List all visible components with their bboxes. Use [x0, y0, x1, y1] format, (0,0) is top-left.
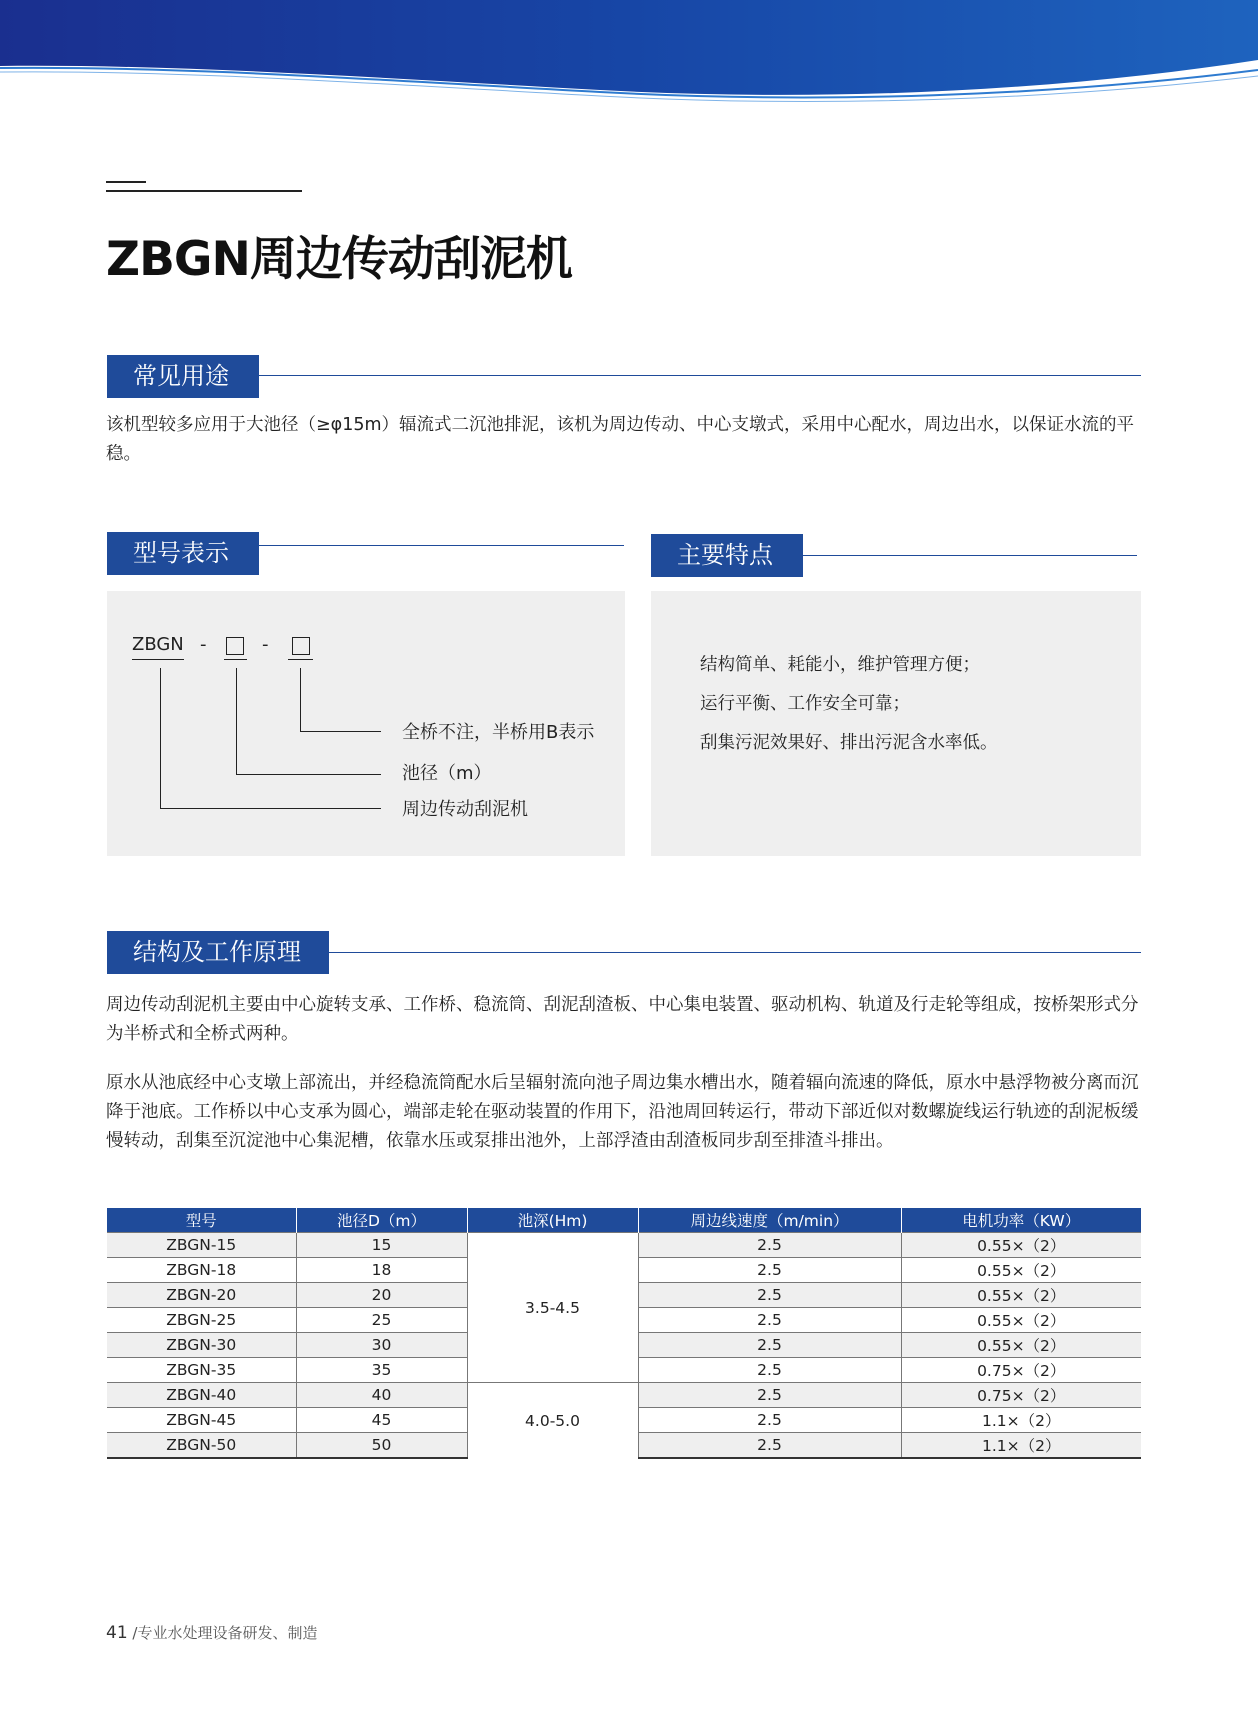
diameter-box-underline [224, 659, 247, 660]
usage-heading: 常见用途 [107, 355, 259, 398]
cell-diameter: 35 [296, 1358, 467, 1383]
cell-depth-group: 3.5-4.5 [467, 1233, 638, 1383]
cell-model: ZBGN-18 [107, 1258, 296, 1283]
cell-power: 0.75×（2） [901, 1358, 1141, 1383]
cell-power: 0.55×（2） [901, 1283, 1141, 1308]
cell-model: ZBGN-40 [107, 1383, 296, 1408]
model-heading: 型号表示 [107, 532, 259, 575]
cell-power: 0.55×（2） [901, 1308, 1141, 1333]
cell-speed: 2.5 [638, 1433, 901, 1459]
header-power: 电机功率（KW） [901, 1208, 1141, 1233]
usage-text: 该机型较多应用于大池径（≥φ15m）辐流式二沉池排泥，该机为周边传动、中心支墩式，采用中心配水，周边出水，以保证水流的平稳。 [106, 415, 1135, 464]
cell-depth-group: 4.0-5.0 [467, 1383, 638, 1459]
prefix-leader-vertical [160, 668, 161, 809]
model-prefix: ZBGN [132, 634, 184, 655]
cell-diameter: 40 [296, 1383, 467, 1408]
legend-machine: 周边传动刮泥机 [402, 799, 528, 820]
footer-text: /专业水处理设备研发、制造 [132, 1624, 318, 1642]
cell-diameter: 45 [296, 1408, 467, 1433]
cell-speed: 2.5 [638, 1283, 901, 1308]
diameter-box-icon [226, 637, 244, 655]
features-heading-line [803, 555, 1137, 556]
header-model: 型号 [107, 1208, 296, 1233]
cell-model: ZBGN-25 [107, 1308, 296, 1333]
cell-model: ZBGN-45 [107, 1408, 296, 1433]
cell-speed: 2.5 [638, 1408, 901, 1433]
table-row [107, 1383, 1141, 1408]
header-wave-banner [0, 0, 1258, 110]
bridge-box-underline [288, 659, 313, 660]
model-heading-line [259, 545, 624, 546]
bridge-box-icon [292, 637, 310, 655]
cell-power: 1.1×（2） [901, 1433, 1141, 1459]
prefix-leader-horizontal [160, 808, 381, 809]
model-dash-1: - [200, 634, 207, 655]
page-number: 41 [106, 1623, 128, 1643]
cell-power: 1.1×（2） [901, 1408, 1141, 1433]
title-rule-accent [106, 181, 146, 183]
cell-diameter: 20 [296, 1283, 467, 1308]
cell-power: 0.55×（2） [901, 1233, 1141, 1258]
cell-model: ZBGN-30 [107, 1333, 296, 1358]
header-diameter: 池径D（m） [296, 1208, 467, 1233]
bridge-leader-horizontal [300, 731, 381, 732]
cell-speed: 2.5 [638, 1258, 901, 1283]
cell-diameter: 50 [296, 1433, 467, 1459]
cell-diameter: 30 [296, 1333, 467, 1358]
cell-diameter: 25 [296, 1308, 467, 1333]
cell-speed: 2.5 [638, 1333, 901, 1358]
page-footer [106, 1622, 317, 1643]
principle-heading: 结构及工作原理 [107, 931, 329, 974]
cell-power: 0.75×（2） [901, 1383, 1141, 1408]
header-speed: 周边线速度（m/min） [638, 1208, 901, 1233]
bridge-leader-vertical [300, 668, 301, 732]
model-dash-2: - [262, 634, 269, 655]
cell-speed: 2.5 [638, 1308, 901, 1333]
features-panel [651, 591, 1141, 856]
cell-model: ZBGN-35 [107, 1358, 296, 1383]
header-depth: 池深(Hm) [467, 1208, 638, 1233]
principle-paragraph-1: 周边传动刮泥机主要由中心旋转支承、工作桥、稳流筒、刮泥刮渣板、中心集电装置、驱动机构、轨道及行走轮等组成，按桥架形式分为半桥式和全桥式两种。 [106, 995, 1139, 1044]
title-rule-thin [106, 190, 302, 192]
diameter-leader-horizontal [236, 774, 381, 775]
legend-bridge: 全桥不注，半桥用B表示 [402, 722, 595, 743]
model-prefix-underline [132, 659, 184, 660]
cell-power: 0.55×（2） [901, 1258, 1141, 1283]
cell-model: ZBGN-15 [107, 1233, 296, 1258]
cell-speed: 2.5 [638, 1358, 901, 1383]
feature-item: 结构简单、耗能小，维护管理方便； [700, 655, 980, 675]
principle-paragraph-2: 原水从池底经中心支墩上部流出，并经稳流筒配水后呈辐射流向池子周边集水槽出水，随着辐向流速的降低，原水中悬浮物被分离而沉降于池底。工作桥以中心支承为圆心，端部走轮在驱动装置的作用下，沿池周回转运行，带动下部近似对数螺旋线运行轨迹的刮泥板缓慢转动，刮集至沉淀池中心集泥槽，依靠水压或泵排出池外，上部浮渣由刮渣板同步刮至排渣斗排出。 [106, 1073, 1139, 1151]
cell-diameter: 15 [296, 1233, 467, 1258]
spec-table [107, 1208, 1141, 1459]
features-heading: 主要特点 [651, 534, 803, 577]
cell-power: 0.55×（2） [901, 1333, 1141, 1358]
feature-item: 刮集污泥效果好、排出污泥含水率低。 [700, 733, 998, 753]
page-title: ZBGN周边传动刮泥机 [106, 232, 572, 287]
diameter-leader-vertical [236, 668, 237, 775]
cell-speed: 2.5 [638, 1233, 901, 1258]
table-row [107, 1233, 1141, 1258]
usage-heading-line [259, 375, 1141, 376]
feature-item: 运行平衡、工作安全可靠； [700, 694, 910, 714]
principle-heading-line [329, 952, 1141, 953]
cell-diameter: 18 [296, 1258, 467, 1283]
table-header-row [107, 1208, 1141, 1233]
cell-model: ZBGN-50 [107, 1433, 296, 1459]
legend-diameter: 池径（m） [402, 763, 492, 784]
cell-model: ZBGN-20 [107, 1283, 296, 1308]
cell-speed: 2.5 [638, 1383, 901, 1408]
